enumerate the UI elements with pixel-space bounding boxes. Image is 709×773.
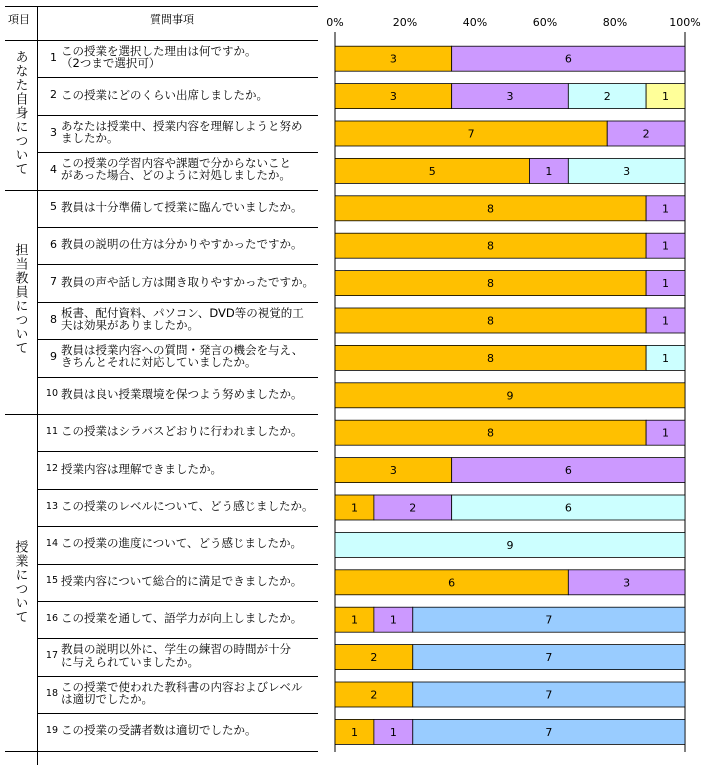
bar-value-label: 8: [487, 351, 495, 365]
x-tick-label: 0%: [326, 16, 344, 29]
question-text: 授業内容は理解できましたか。: [61, 461, 222, 476]
question-text: この授業を選択した理由は何ですか。 （2つまで選択可）: [61, 43, 257, 71]
bar-value-label: 1: [662, 314, 670, 328]
question-number: 13: [45, 500, 58, 512]
question-number: 4: [50, 162, 57, 176]
bar-value-label: 1: [545, 164, 553, 178]
question-text: この授業の学習内容や課題で分からないこと があった場合、どのように対処しましたか。: [61, 155, 291, 183]
question-text: この授業はシラバスどおりに行われましたか。: [61, 424, 303, 439]
section-label-self: あなた自身について: [12, 50, 28, 176]
question-number: 18: [45, 687, 58, 699]
bar-value-label: 3: [389, 464, 397, 478]
x-tick-label: 100%: [669, 16, 701, 29]
section-label-teacher: 担当教員について: [12, 243, 28, 355]
bar-value-label: 3: [389, 90, 397, 104]
question-number: 5: [50, 200, 57, 214]
bar-value-label: 3: [623, 576, 631, 590]
question-text: 教員は授業内容への質問・発言の機会を与え、 きちんとそれに対応していましたか。: [61, 342, 304, 370]
bar-value-label: 1: [662, 426, 670, 440]
question-number: 12: [45, 463, 58, 475]
bar-value-label: 1: [350, 613, 358, 627]
bar-value-label: 1: [389, 725, 397, 739]
question-number: 1: [50, 50, 57, 64]
bar-value-label: 1: [662, 239, 670, 253]
question-number: 16: [45, 612, 58, 624]
question-text: 授業内容について総合的に満足できましたか。: [61, 573, 303, 588]
bar-value-label: 2: [603, 90, 611, 104]
bar-value-label: 6: [564, 501, 572, 515]
bar-value-label: 1: [350, 501, 358, 515]
question-number: 14: [45, 537, 58, 549]
question-number: 11: [45, 425, 58, 437]
bar-value-label: 3: [623, 164, 631, 178]
header-question-label: 質問事項: [150, 13, 194, 26]
question-text: この授業で使われた教科書の内容およびレベル は適切でしたか。: [61, 679, 303, 706]
bar-value-label: 8: [487, 277, 495, 291]
bar-value-label: 7: [545, 651, 553, 665]
question-text: この授業の進度について、どう感じましたか。: [61, 536, 303, 551]
bar-value-label: 8: [487, 239, 495, 253]
bar-value-label: 7: [467, 127, 475, 141]
bar-value-label: 6: [564, 464, 572, 478]
bar-value-label: 9: [506, 538, 514, 552]
question-number: 6: [50, 237, 57, 251]
question-text: この授業にどのくらい出席しましたか。: [61, 87, 268, 102]
bar-value-label: 6: [564, 52, 572, 66]
bar-value-label: 8: [487, 314, 495, 328]
bar-value-label: 7: [545, 688, 553, 702]
question-number: 8: [50, 312, 57, 326]
bar-value-label: 2: [642, 127, 650, 141]
question-text: この授業を通して、語学力が向上しましたか。: [61, 611, 303, 626]
bar-value-label: 2: [370, 651, 378, 665]
bar-value-label: 2: [409, 501, 417, 515]
x-tick-label: 60%: [532, 16, 558, 29]
bar-value-label: 1: [662, 90, 670, 104]
question-text: この授業のレベルについて、どう感じましたか。: [61, 499, 314, 513]
bar-value-label: 1: [389, 613, 397, 627]
question-text: 教員は良い授業環境を保つよう努めましたか。: [61, 386, 303, 401]
x-tick-label: 80%: [602, 16, 628, 29]
question-number: 19: [45, 724, 58, 736]
bar-value-label: 8: [487, 426, 495, 440]
bar-value-label: 1: [662, 202, 670, 216]
bar-value-label: 9: [506, 389, 514, 403]
bar-value-label: 7: [545, 613, 553, 627]
question-number: 10: [45, 388, 58, 400]
question-text: 教員の声や話し方は聞き取りやすかったですか。: [61, 274, 314, 289]
bar-value-label: 1: [662, 277, 670, 291]
question-number: 15: [45, 575, 58, 587]
bar-value-label: 6: [448, 576, 456, 590]
question-number: 17: [45, 650, 58, 662]
question-text: 教員の説明以外に、学生の練習の時間が十分 に与えられていましたか。: [61, 642, 291, 669]
header-item-label: 項目: [8, 13, 30, 26]
question-text: あなたは授業中、授業内容を理解しようと努め ましたか。: [61, 118, 303, 145]
question-text: 板書、配付資料、パソコン、DVD等の視覚的工 夫は効果がありましたか。: [61, 305, 304, 332]
bar-value-label: 1: [350, 725, 358, 739]
question-text: 教員は十分準備して授業に臨んでいましたか。: [61, 199, 303, 214]
question-text: この授業の受講者数は適切でしたか。: [61, 723, 257, 738]
bar-value-label: 1: [662, 351, 670, 365]
bar-value-label: 3: [389, 52, 397, 66]
bar-value-label: 2: [370, 688, 378, 702]
bar-value-label: 7: [545, 725, 553, 739]
x-tick-label: 40%: [462, 16, 488, 29]
question-number: 3: [50, 125, 57, 139]
question-text: 教員の説明の仕方は分かりやすかったですか。: [61, 237, 303, 252]
x-tick-label: 20%: [392, 16, 418, 29]
bar-value-label: 8: [487, 202, 495, 216]
question-number: 9: [50, 349, 57, 363]
bar-value-label: 3: [506, 90, 514, 104]
question-number: 2: [50, 88, 57, 102]
section-label-class: 授業について: [12, 540, 28, 624]
bar-value-label: 5: [428, 164, 436, 178]
question-number: 7: [50, 275, 57, 289]
